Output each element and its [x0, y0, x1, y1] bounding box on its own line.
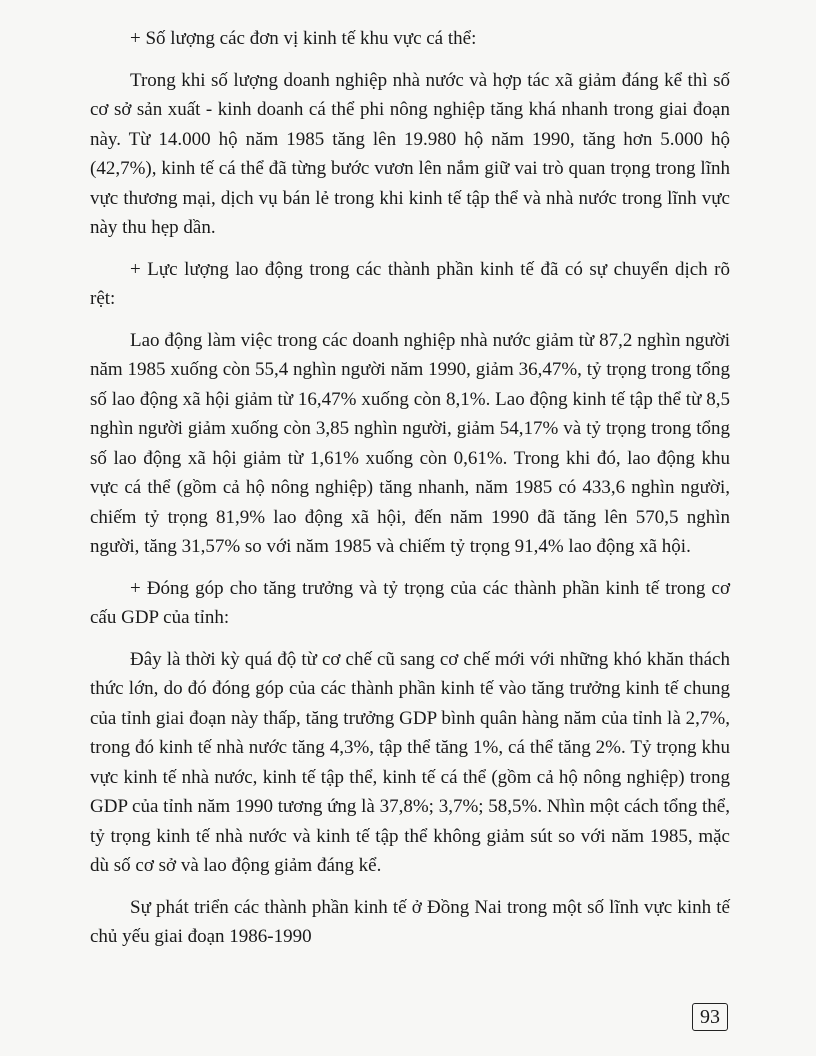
paragraph-labor-force: Lao động làm việc trong các doanh nghiệp nhà nước giảm từ 87,2 nghìn người năm 1985 xuống còn 55,4 nghìn người năm 1990, giảm 36,47%, tỷ trọng trong tổng số lao động xã hội giảm từ 16,47% xuống còn 8,1%. Lao động kinh tế tập thể từ 8,5 nghìn người giảm xuống còn 3,85 nghìn người, giảm 54,17% và tỷ trọng trong tổng số lao động xã hội giảm từ 1,61% xuống còn 0,61%. Trong khi đó, lao động khu vực cá thể (gồm cả hộ nông nghiệp) tăng nhanh, năm 1985 có 433,6 nghìn người, chiếm tỷ trọng 81,9% lao động xã hội, đến năm 1990 đã tăng lên 570,5 nghìn người, tăng 31,57% so với năm 1985 và chiếm tỷ trọng 91,4% lao động xã hội. — [90, 329, 730, 557]
page-body — [90, 24, 730, 964]
paragraph-individual-units: Trong khi số lượng doanh nghiệp nhà nước và hợp tác xã giảm đáng kể thì số cơ sở sản xuất - kinh doanh cá thể phi nông nghiệp tăng khá nhanh trong giai đoạn này. Từ 14.000 hộ năm 1985 tăng lên 19.980 hộ năm 1990, tăng hơn 5.000 hộ (42,7%), kinh tế cá thể đã từng bước vươn lên nắm giữ vai trò quan trọng trong lĩnh vực thương mại, dịch vụ bán lẻ trong khi kinh tế tập thể và nhà nước trong lĩnh vực này thu hẹp dần. — [90, 69, 730, 238]
heading-gdp-contribution: + Đóng góp cho tăng trưởng và tỷ trọng của các thành phần kinh tế trong cơ cấu GDP của tỉnh: — [90, 577, 730, 628]
page-number: 93 — [692, 1003, 728, 1031]
paragraph-gdp-contribution: Đây là thời kỳ quá độ từ cơ chế cũ sang cơ chế mới với những khó khăn thách thức lớn, do đó đóng góp của các thành phần kinh tế vào tăng trưởng kinh tế chung của tỉnh giai đoạn này thấp, tăng trưởng GDP bình quân hàng năm của tỉnh là 2,7%, trong đó kinh tế nhà nước tăng 4,3%, tập thể tăng 1%, cá thể tăng 2%. Tỷ trọng khu vực kinh tế nhà nước, kinh tế tập thể, kinh tế cá thể (gồm cả hộ nông nghiệp) trong GDP của tỉnh năm 1990 tương ứng là 37,8%; 3,7%; 58,5%. Nhìn một cách tổng thể, tỷ trọng kinh tế nhà nước và kinh tế tập thể không giảm sút so với năm 1985, mặc dù số cơ sở và lao động giảm đáng kể. — [90, 648, 730, 876]
heading-individual-units: + Số lượng các đơn vị kinh tế khu vực cá thể: — [130, 28, 477, 49]
heading-labor-force: + Lực lượng lao động trong các thành phần kinh tế đã có sự chuyển dịch rõ rệt: — [90, 258, 730, 309]
paragraph-section-intro: Sự phát triển các thành phần kinh tế ở Đồng Nai trong một số lĩnh vực kinh tế chủ yếu giai đoạn 1986-1990 — [90, 896, 730, 947]
